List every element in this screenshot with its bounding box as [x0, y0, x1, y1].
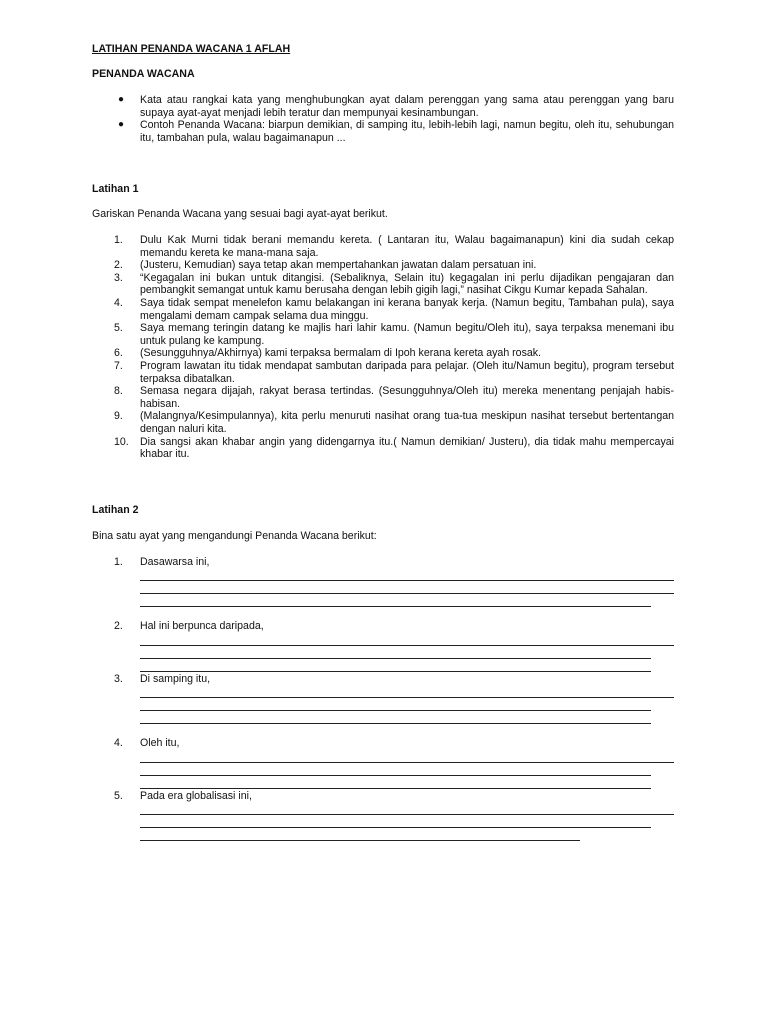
exercise-item [92, 556, 674, 569]
list-item [92, 385, 674, 410]
item-number: 2. [114, 620, 123, 632]
list-item [92, 360, 674, 385]
exercise-item [92, 737, 674, 750]
exercise-item [92, 620, 674, 633]
item-prompt: Oleh itu, [140, 737, 180, 749]
answer-line[interactable] [140, 723, 651, 724]
item-number: 3. [114, 673, 123, 685]
answer-line[interactable] [140, 580, 674, 581]
bullet-item [92, 119, 674, 144]
answer-line[interactable] [140, 593, 674, 594]
latihan1-list [92, 234, 674, 461]
answer-line[interactable] [140, 840, 580, 841]
item-number: 9. [114, 410, 123, 423]
item-text: Dia sangsi akan khabar angin yang didengarnya itu.( Namun demikian/ Justeru), dia tidak mahu mempercayai khabar itu. [140, 435, 674, 461]
exercise-item [92, 673, 674, 686]
list-item [92, 410, 674, 435]
item-number: 4. [114, 737, 123, 749]
item-number: 7. [114, 359, 123, 372]
latihan2-heading: Latihan 2 [92, 504, 139, 516]
item-number: 5. [114, 790, 123, 802]
bullet-icon: ● [118, 119, 125, 131]
latihan1-instruction: Gariskan Penanda Wacana yang sesuai bagi ayat-ayat berikut. [92, 208, 388, 220]
answer-line[interactable] [140, 671, 651, 672]
item-text: (Malangnya/Kesimpulannya), kita perlu menuruti nasihat orang tua-tua meskipun nasihat tersebut bertentangan dengan naluri kita. [140, 410, 674, 435]
list-item [92, 322, 674, 347]
answer-line[interactable] [140, 710, 651, 711]
item-number: 2. [114, 259, 123, 272]
answer-line[interactable] [140, 697, 674, 698]
item-prompt: Di samping itu, [140, 673, 211, 685]
bullet-icon: ● [118, 94, 125, 105]
list-item [92, 234, 674, 259]
item-number: 3. [114, 271, 123, 284]
item-text: Program lawatan itu tidak mendapat sambutan daripada para pelajar. (Oleh itu/Namun begitu), program tersebut terpaksa dibatalkan. [140, 359, 674, 385]
list-item [92, 347, 674, 360]
answer-line[interactable] [140, 788, 651, 789]
section-heading: PENANDA WACANA [92, 68, 195, 80]
item-text: Saya tidak sempat menelefon kamu belakangan ini kerana banyak kerja. (Namun begitu, Tambahan pula), saya mengalami demam campak selama dua minggu. [140, 296, 674, 322]
item-number: 8. [114, 385, 123, 398]
exercise-item [92, 790, 674, 803]
item-text: “Kegagalan ini bukan untuk ditangisi. (Sebaliknya, Selain itu) kegagalan ini perlu dijadikan pengajaran dan pembangkit semangat untuk kamu berusaha dengan lebih gigih lagi,” nasihat Cikgu Kumar kepada Sahalan. [140, 271, 674, 297]
latihan1-heading: Latihan 1 [92, 183, 139, 195]
answer-line[interactable] [140, 606, 651, 607]
latihan2-instruction: Bina satu ayat yang mengandungi Penanda Wacana berikut: [92, 530, 377, 542]
item-number: 4. [114, 296, 123, 309]
answer-line[interactable] [140, 645, 674, 646]
item-text: Dulu Kak Murni tidak berani memandu kereta. ( Lantaran itu, Walau bagaimanapun) kini dia sudah cekap memandu kereta ke mana-mana saja. [140, 234, 674, 259]
item-number: 1. [114, 556, 123, 568]
item-text: Saya memang teringin datang ke majlis hari lahir kamu. (Namun begitu/Oleh itu), saya terpaksa menemani ibu untuk pulang ke kampung. [140, 322, 674, 347]
list-item [92, 259, 674, 272]
answer-line[interactable] [140, 827, 651, 828]
answer-line[interactable] [140, 775, 651, 776]
answer-line[interactable] [140, 762, 674, 763]
definition-list [92, 94, 674, 144]
list-item [92, 297, 674, 322]
answer-line[interactable] [140, 814, 674, 815]
document-title: LATIHAN PENANDA WACANA 1 AFLAH [92, 43, 291, 55]
item-text: (Sesungguhnya/Akhirnya) kami terpaksa bermalam di Ipoh kerana kereta ayah rosak. [140, 347, 542, 360]
list-item [92, 436, 674, 461]
bullet-text: Kata atau rangkai kata yang menghubungkan ayat dalam perenggan yang sama atau perenggan yang baru supaya ayat-ayat menjadi lebih teratur dan mempunyai kesinambungan. [140, 94, 674, 119]
list-item [92, 272, 674, 297]
bullet-text: Contoh Penanda Wacana: biarpun demikian, di samping itu, lebih-lebih lagi, namun begitu, oleh itu, sehubungan itu, tambahan pula, walau bagaimanapun ... [140, 119, 674, 144]
item-prompt: Pada era globalisasi ini, [140, 790, 252, 802]
answer-line[interactable] [140, 658, 651, 659]
item-prompt: Hal ini berpunca daripada, [140, 620, 264, 632]
item-number: 5. [114, 322, 123, 335]
item-number: 1. [114, 234, 123, 246]
item-text: (Justeru, Kemudian) saya tetap akan mempertahankan jawatan dalam persatuan ini. [140, 259, 537, 272]
bullet-item [92, 94, 674, 119]
item-number: 10. [114, 435, 129, 448]
item-text: Semasa negara dijajah, rakyat berasa tertindas. (Sesungguhnya/Oleh itu) mereka menentang penjajah habis-habisan. [140, 385, 674, 410]
item-prompt: Dasawarsa ini, [140, 556, 210, 568]
item-number: 6. [114, 347, 123, 360]
